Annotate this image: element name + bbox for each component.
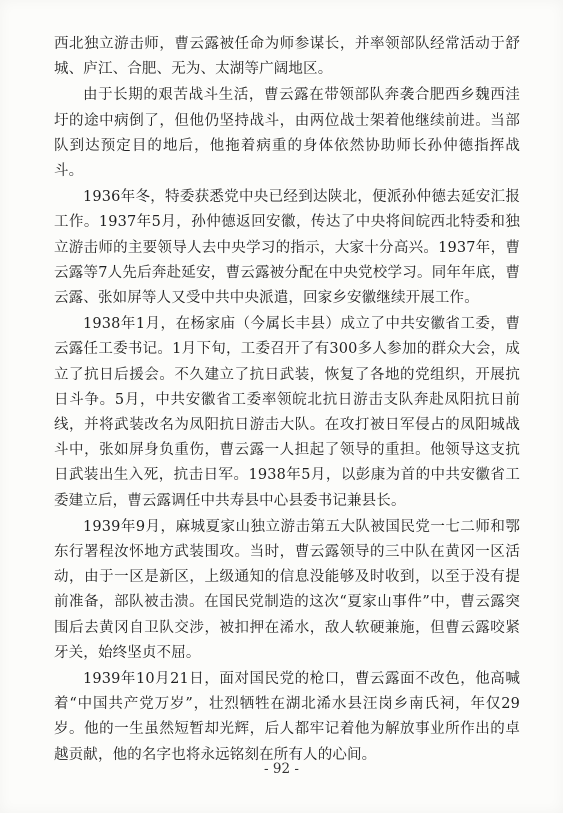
paragraph-1938-anhui-committee: 1938年1月，在杨家庙（今属长丰县）成立了中共安徽省工委，曹云露任工委书记。1月下旬，工委召开了有300多人参加的群众大会，成立了抗日后援会。不久建立了抗日武装，恢复了各地的党组织，开展抗日斗争。5月，中共安徽省工委率领皖北抗日游击支队奔赴凤阳抗日前线，并将武装改名为凤阳抗日游击大队。在攻打被日军侵占的凤阳城战斗中，张如屏身负重伤，曹云露一人担起了领导的重担。他领导这支抗日武装出生入死，抗击日军。1938年5月，以彭康为首的中共安徽省工委建立后，曹云露调任中共寿县中心县委书记兼县长。	[54, 316, 520, 509]
paragraph-continuation: 西北独立游击师，曹云露被任命为师参谋长，并率领部队经常活动于舒城、庐江、合肥、无为、太湖等广阔地区。	[54, 36, 520, 78]
paragraph-1939-sacrifice: 1939年10月21日，面对国民党的枪口，曹云露面不改色，他高喊着“中国共产党万岁”，壮烈牺牲在湖北浠水县汪岗乡南氏祠，年仅29岁。他的一生虽然短暂却光辉，后人都牢记着他为解放事业所作出的卓越贡献，他的名字也将永远铭刻在所有人的心间。	[54, 671, 520, 763]
paragraph-illness: 由于长期的艰苦战斗生活，曹云露在带领部队奔袭合肥西乡魏西洼圩的途中病倒了，但他仍坚持战斗，由两位战士架着他继续前进。当部队到达预定目的地后，他拖着病重的身体依然协助师长孙仲德指挥战斗。	[54, 87, 520, 180]
paragraph-1939-xiajiashan: 1939年9月，麻城夏家山独立游击第五大队被国民党一七二师和鄂东行署程汝怀地方武装围攻。当时，曹云露领导的三中队在黄冈一区活动，由于一区是新区，上级通知的信息没能够及时收到，以至于没有提前准备，部队被击溃。在国民党制造的这次“夏家山事件”中，曹云露突围后去黄冈自卫队交涉，被扣押在浠水，敌人软硬兼施，但曹云露咬紧牙关，始终坚贞不屈。	[54, 518, 520, 661]
page-number: - 92 -	[264, 761, 299, 777]
document-body	[54, 32, 520, 769]
paragraph-1936-yanan: 1936年冬，特委获悉党中央已经到达陕北，便派孙仲德去延安汇报工作。1937年5月，孙仲德返回安徽，传达了中央将间皖西北特委和独立游击师的主要领导人去中央学习的指示，大家十分高兴。1937年，曹云露等7人先后奔赴延安，曹云露被分配在中央党校学习。同年年底，曹云露、张如屏等人又受中共中央派遣，回家乡安徽继续开展工作。	[54, 189, 520, 307]
